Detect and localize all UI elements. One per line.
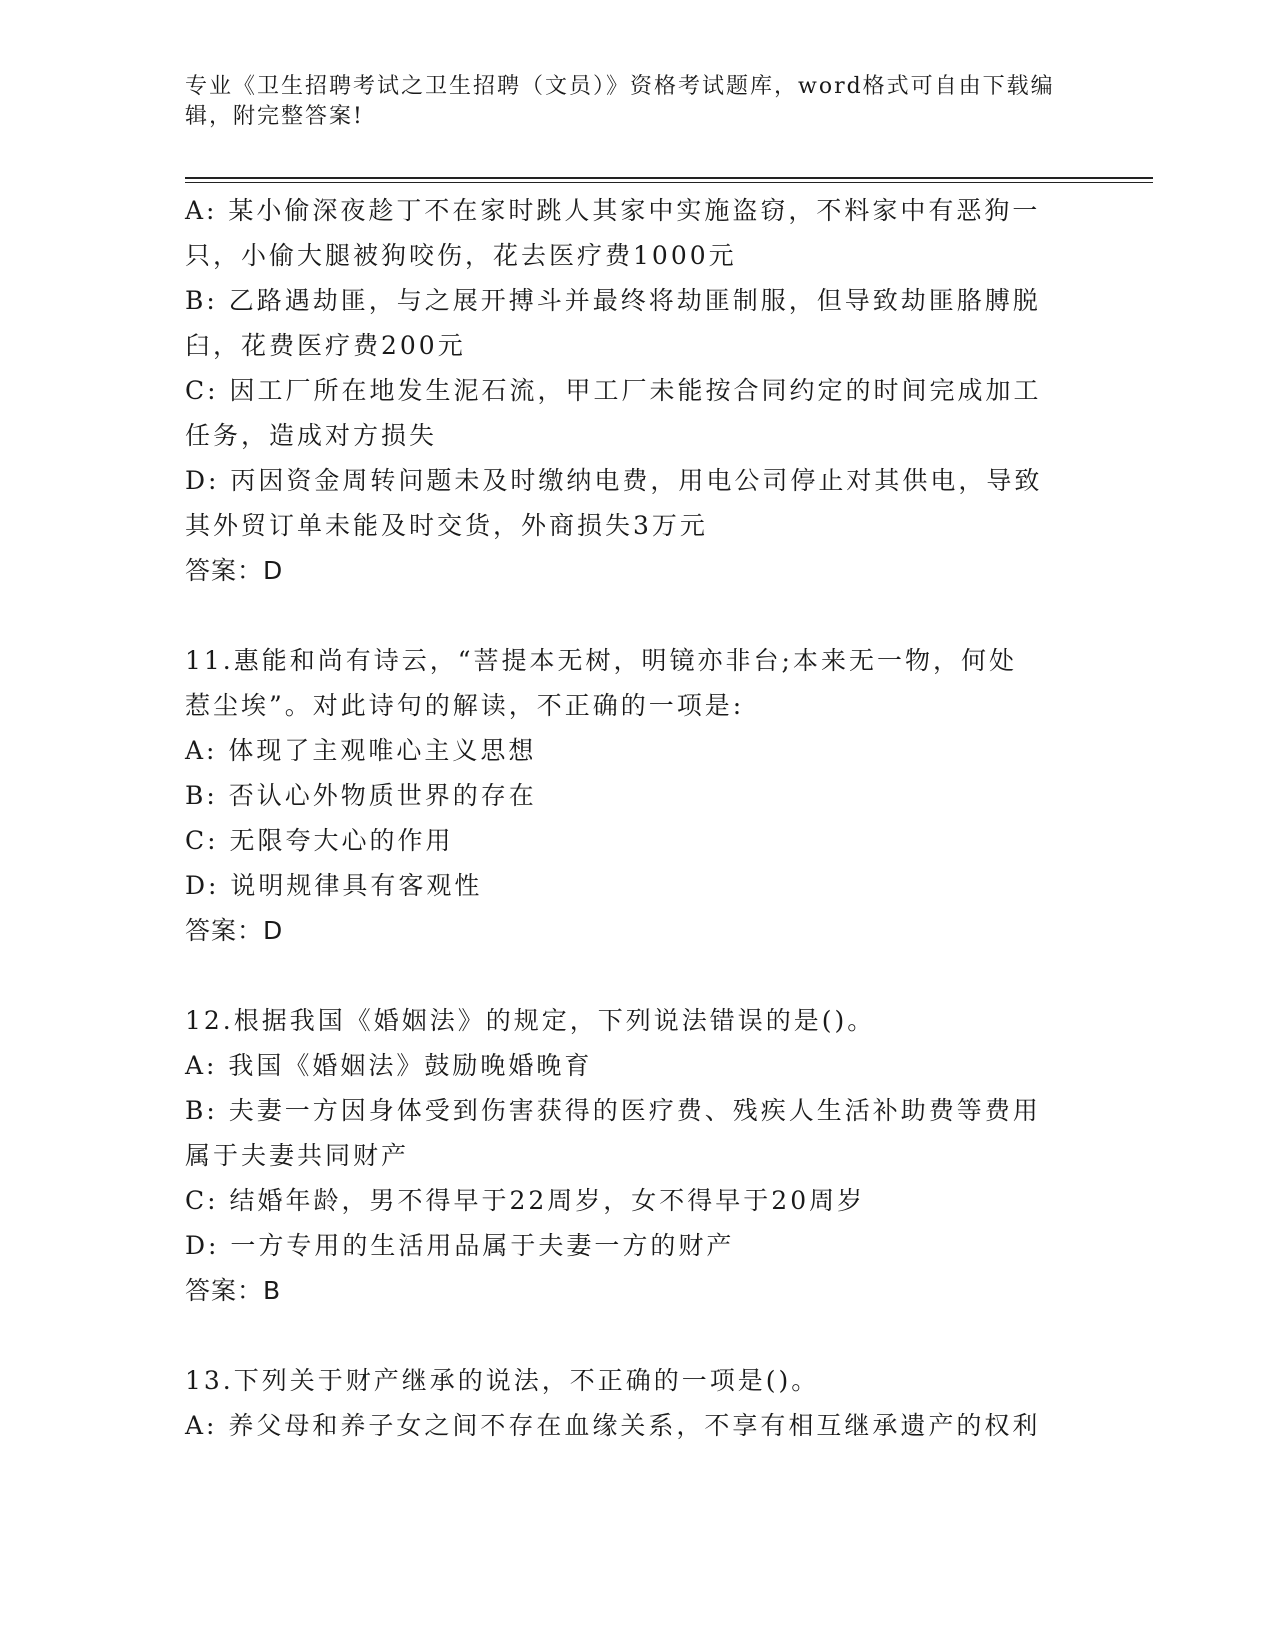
- header-divider-thick: [185, 177, 1153, 179]
- question-content: [185, 188, 1065, 1448]
- option-d: D: 说明规律具有客观性: [185, 871, 483, 900]
- question-stem-line-1: 11.惠能和尚有诗云，“菩提本无树，明镜亦非台;本来无一物，何处: [185, 646, 1017, 675]
- option-b: B: 否认心外物质世界的存在: [185, 781, 537, 810]
- option-d-line-1: D: 丙因资金周转问题未及时缴纳电费，用电公司停止对其供电，导致: [185, 466, 1043, 495]
- question-stem: 13.下列关于财产继承的说法，不正确的一项是()。: [185, 1366, 820, 1395]
- header-divider-thin: [185, 182, 1153, 183]
- question-13: [185, 1358, 1065, 1448]
- option-b-line-1: B: 乙路遇劫匪，与之展开搏斗并最终将劫匪制服，但导致劫匪胳膊脱: [185, 286, 1041, 315]
- spacer: [185, 593, 1065, 638]
- option-a: A: 体现了主观唯心主义思想: [185, 736, 537, 765]
- option-a: A: 养父母和养子女之间不存在血缘关系，不享有相互继承遗产的权利: [185, 1411, 1041, 1440]
- answer-line: 答案：D: [185, 916, 284, 945]
- option-c: C: 无限夸大心的作用: [185, 826, 454, 855]
- option-b-line-2: 臼，花费医疗费200元: [185, 331, 466, 360]
- option-a: A: 我国《婚姻法》鼓励晚婚晚育: [185, 1051, 593, 1080]
- spacer: [185, 1313, 1065, 1358]
- option-c: C: 结婚年龄，男不得早于22周岁，女不得早于20周岁: [185, 1186, 866, 1215]
- answer-line: 答案：B: [185, 1276, 282, 1305]
- option-d: D: 一方专用的生活用品属于夫妻一方的财产: [185, 1231, 735, 1260]
- option-a-line-2: 只，小偷大腿被狗咬伤，花去医疗费1000元: [185, 241, 737, 270]
- question-10-continued: [185, 188, 1065, 593]
- spacer: [185, 953, 1065, 998]
- option-b-line-1: B: 夫妻一方因身体受到伤害获得的医疗费、残疾人生活补助费等费用: [185, 1096, 1041, 1125]
- question-11: [185, 638, 1065, 953]
- question-12: [185, 998, 1065, 1313]
- option-d-line-2: 其外贸订单未能及时交货，外商损失3万元: [185, 511, 708, 540]
- option-a-line-1: A: 某小偷深夜趁丁不在家时跳人其家中实施盗窃，不料家中有恶狗一: [185, 196, 1041, 225]
- question-stem-line-2: 惹尘埃”。对此诗句的解读，不正确的一项是:: [185, 691, 745, 720]
- document-intro: 专业《卫生招聘考试之卫生招聘（文员）》资格考试题库，word格式可自由下载编辑，附完整答案!: [185, 74, 1055, 129]
- answer-line: 答案：D: [185, 556, 284, 585]
- option-b-line-2: 属于夫妻共同财产: [185, 1141, 410, 1170]
- question-stem: 12.根据我国《婚姻法》的规定，下列说法错误的是()。: [185, 1006, 876, 1035]
- option-c-line-2: 任务，造成对方损失: [185, 421, 438, 450]
- option-c-line-1: C: 因工厂所在地发生泥石流，甲工厂未能按合同约定的时间完成加工: [185, 376, 1042, 405]
